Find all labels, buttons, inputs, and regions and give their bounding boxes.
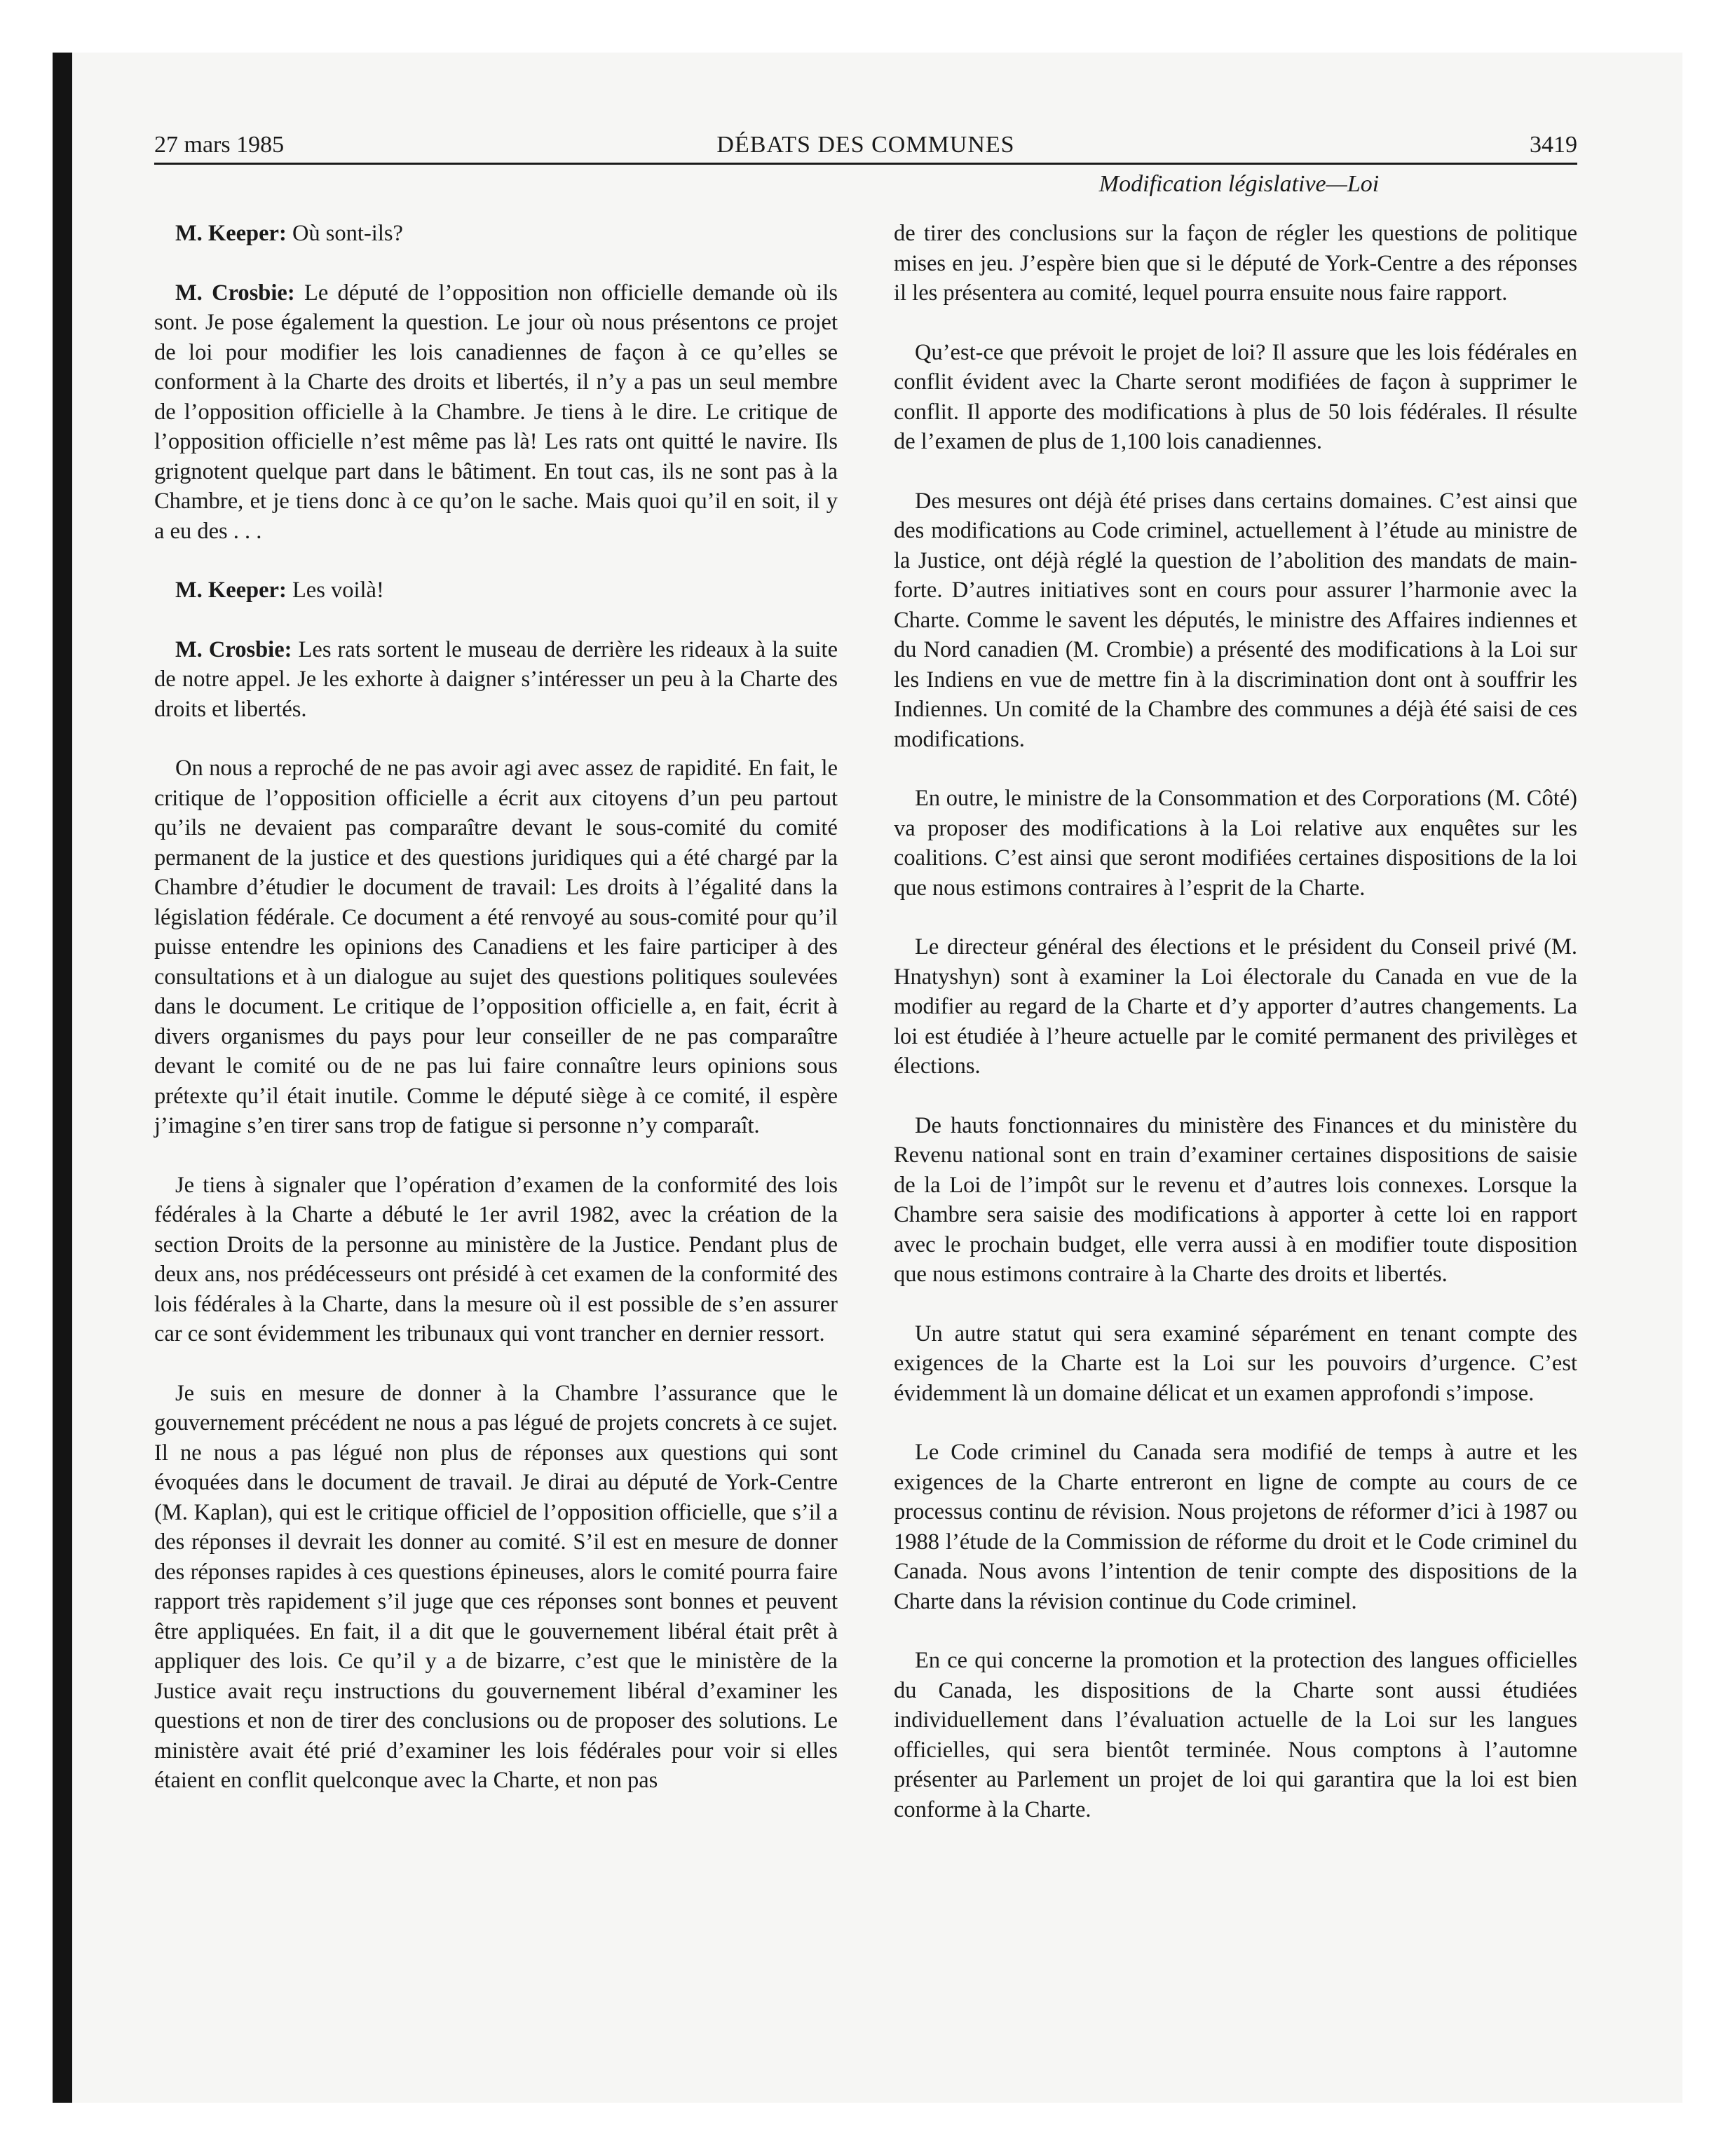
paragraph-text: Le Code criminel du Canada sera modifié de temps à autre et les exigences de la Charte entreront en ligne de compte au cours de ce processus continu de révision. Nous projetons de réformer d’ici à 1987 ou 1988 l’étude de la Commission de réforme du droit et le Code criminel du Canada. Nous avons l’intention de tenir compte des dispositions de la Charte dans la révision continue du Code criminel.: [894, 1440, 1577, 1614]
speaker-name: M. Crosbie:: [175, 280, 295, 306]
header-date: 27 mars 1985: [154, 132, 285, 158]
paragraph: [894, 1646, 1577, 1824]
speaker-name: M. Keeper:: [175, 578, 287, 603]
page-header: [154, 121, 1577, 165]
paragraph-text: Des mesures ont déjà été prises dans certains domaines. C’est ainsi que des modifications au Code criminel, actuellement à l’étude au ministre de la Justice, ont déjà réglé la question de l’abolition des mandats de main-forte. D’autres initiatives sont en cours pour assurer l’harmonie avec la Charte. Comme le savent les députés, le ministre des Affaires indiennes et du Nord canadien (M. Crombie) a présenté des modifications à la Loi sur les Indiens en vue de mettre fin à la discrimination dont ont à souffrir les Indiennes. Un comité de la Chambre des communes a déjà été saisi de ces modifications.: [894, 488, 1577, 752]
paragraph: [154, 278, 838, 547]
paragraph: [154, 753, 838, 1141]
paragraph: [894, 1319, 1577, 1409]
paragraph-text: Qu’est-ce que prévoit le projet de loi? Il assure que les lois fédérales en conflit évident avec la Charte seront modifiées de façon à supprimer le conflit. Il apporte des modifications à plus de 50 lois fédérales. Il résulte de l’examen de plus de 1,100 lois canadiennes.: [894, 339, 1577, 454]
paragraph-text: de tirer des conclusions sur la façon de régler les questions de politique mises en jeu. J’espère bien que si le député de York-Centre a des réponses il les présentera au comité, lequel pourra ensuite nous faire rapport.: [894, 221, 1577, 306]
paragraph: [154, 1171, 838, 1349]
paragraph-text: En ce qui concerne la promotion et la protection des langues officielles du Canada, les dispositions de la Charte sont aussi étudiées individuellement dans l’évaluation actuelle de la Loi sur les langues officielles, qui sera bientôt terminée. Nous comptons à l’automne présenter au Parlement un projet de loi qui garantira que la loi est bien conforme à la Charte.: [894, 1648, 1577, 1822]
paragraph-text: Les voilà!: [292, 578, 384, 603]
right-column: [894, 219, 1577, 1854]
paragraph-text: Les rats sortent le museau de derrière les rideaux à la suite de notre appel. Je les exhorte à daigner s’intéresser un peu à la Charte des droits et libertés.: [154, 636, 838, 722]
paragraph: [154, 635, 838, 725]
paragraph: [894, 219, 1577, 308]
scan-binding-edge: [53, 53, 72, 2103]
speaker-name: M. Crosbie:: [175, 636, 292, 662]
paragraph-text: En outre, le ministre de la Consommation et des Corporations (M. Côté) va proposer des modifications à la Loi relative aux enquêtes sur les coalitions. C’est ainsi que seront modifiées certaines dispositions de la loi que nous estimons contraires à l’esprit de la Charte.: [894, 786, 1577, 901]
paragraph: [154, 219, 838, 249]
paragraph-text: De hauts fonctionnaires du ministère des Finances et du ministère du Revenu national sont en train d’examiner certaines dispositions de saisie de la Loi de l’impôt sur le revenu et d’autres lois connexes. Lorsque la Chambre sera saisie des modifications à apporter à cette loi en rapport avec le prochain budget, elle verra aussi à en modifier toute disposition que nous estimons contraire à la Charte des droits et libertés.: [894, 1112, 1577, 1287]
paragraph-text: On nous a reproché de ne pas avoir agi avec assez de rapidité. En fait, le critique de l’opposition officielle a écrit aux citoyens d’un peu partout qu’ils ne devaient pas comparaître devant le sous-comité du comité permanent de la justice et des questions juridiques qui a été chargé par la Chambre d’étudier le document de travail: Les droits à l’égalité dans la législation fédérale. Ce document a été renvoyé au sous-comité pour qu’il puisse entendre les opinions des Canadiens et les faire participer à des consultations et à un dialogue au sujet des questions politiques soulevées dans le document. Le critique de l’opposition officielle a, en fait, écrit à divers organismes du pays pour leur conseiller de ne pas comparaître devant le comité ou de ne pas lui faire connaître leurs opinions sous prétexte qu’il était inutile. Comme le député siège à ce comité, il espère j’imagine s’en tirer sans trop de fatigue si personne n’y comparaît.: [154, 756, 838, 1138]
paragraph-text: Où sont-ils?: [292, 221, 403, 246]
header-publication: DÉBATS DES COMMUNES: [716, 132, 1015, 158]
paragraph: [894, 1438, 1577, 1616]
paragraph: [894, 338, 1577, 457]
page-number: 3419: [1530, 132, 1577, 158]
paragraph: [894, 784, 1577, 903]
paragraph: [894, 932, 1577, 1082]
left-column: [154, 219, 838, 1825]
running-title: Modification législative—Loi: [1098, 171, 1380, 197]
paragraph-text: Le député de l’opposition non officielle demande où ils sont. Je pose également la question. Le jour où nous présentons ce projet de loi pour modifier les lois canadiennes de façon à ce qu’elles se conforment à la Charte des droits et libertés, il n’y a pas un seul membre de l’opposition officielle à la Chambre. Je tiens à le dire. Le critique de l’opposition officielle n’est même pas là! Les rats ont quitté le navire. Ils grignotent quelque part dans le bâtiment. En tout cas, ils ne sont pas à la Chambre, et je tiens donc à ce qu’on le sache. Mais quoi qu’il en soit, il y a eu des . . .: [154, 280, 838, 544]
paragraph: [154, 1379, 838, 1796]
paragraph: [894, 1111, 1577, 1290]
paragraph: [894, 486, 1577, 755]
paragraph-text: Je suis en mesure de donner à la Chambre l’assurance que le gouvernement précédent ne nous a pas légué de projets concrets à ce sujet. Il ne nous a pas légué non plus de réponses aux questions qui sont évoquées dans le document de travail. Je dirai au député de York-Centre (M. Kaplan), qui est le critique officiel de l’opposition officielle, que s’il a des réponses il devrait les donner au comité. S’il est en mesure de donner des réponses rapides à ces questions épineuses, alors le comité pourra faire rapport très rapidement s’il juge que ces réponses sont bonnes et peuvent être appliquées. En fait, il a dit que le gouvernement libéral était prêt à appliquer des lois. Ce qu’il y a de bizarre, c’est que le ministère de la Justice avait reçu instructions du gouvernement libéral d’examiner les questions et non de tirer des conclusions ou de proposer des solutions. Le ministère avait été prié d’examiner les lois fédérales pour voir si elles étaient en conflit quelconque avec la Charte, et non pas: [154, 1380, 838, 1793]
paragraph-text: Un autre statut qui sera examiné séparément en tenant compte des exigences de la Charte est la Loi sur les pouvoirs d’urgence. C’est évidemment là un domaine délicat et un examen approfondi s’impose.: [894, 1321, 1577, 1406]
paragraph-text: Le directeur général des élections et le président du Conseil privé (M. Hnatyshyn) sont à examiner la Loi électorale du Canada en vue de la modifier au regard de la Charte et d’y apporter d’autres changements. La loi est étudiée à l’heure actuelle par le comité permanent des privilèges et élections.: [894, 934, 1577, 1079]
paragraph: [154, 575, 838, 606]
speaker-name: M. Keeper:: [175, 221, 287, 246]
paragraph-text: Je tiens à signaler que l’opération d’examen de la conformité des lois fédérales à la Charte a débuté le 1er avril 1982, avec la création de la section Droits de la personne au ministère de la Justice. Pendant plus de deux ans, nos prédécesseurs ont présidé à cet examen de la conformité des lois fédérales à la Charte, dans la mesure où il est possible de s’en assurer car ce sont évidemment les tribunaux qui vont trancher en dernier ressort.: [154, 1172, 838, 1346]
